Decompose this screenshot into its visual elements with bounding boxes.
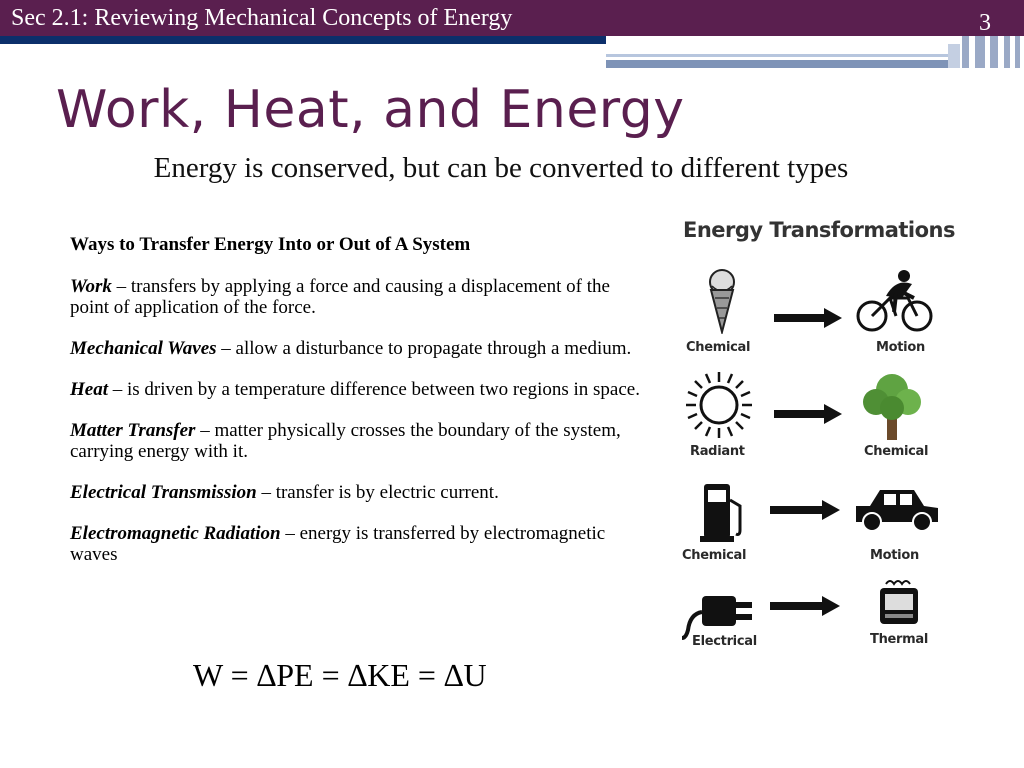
energy-formula: W = ∆PE = ∆KE = ∆U [193,657,487,693]
list-item-heat [70,379,650,400]
to-label: Motion [870,548,919,563]
term: Matter Transfer [70,420,196,441]
list-item-electrical-transmission [70,482,650,503]
header-stripe [606,60,948,68]
transfer-methods-list [70,234,650,585]
to-label: Thermal [870,632,929,647]
arrow-icon [770,596,840,616]
to-label: Motion [876,340,925,355]
arrow-icon [770,500,840,520]
arrow-icon [774,404,842,424]
list-item-matter-transfer [70,420,650,462]
header-vertical-bar [975,36,985,68]
term: Heat [70,379,108,400]
page-number: 3 [979,10,991,36]
electric-plug-icon [680,590,760,640]
to-label: Chemical [864,444,929,459]
description: – is driven by a temperature difference between two regions in space. [108,379,640,400]
from-label: Chemical [686,340,751,355]
header-vertical-bar [1015,36,1020,68]
header-stripe [948,44,960,68]
gas-pump-icon [698,480,748,544]
list-item-electromagnetic-radiation [70,523,650,565]
header-vertical-bar [1004,36,1010,68]
car-icon [852,484,942,534]
toaster-oven-icon [876,576,922,628]
description: – transfers by applying a force and causing a displacement of the point of application of the force. [70,276,610,318]
figure-title: Energy Transformations [683,218,956,242]
description: – transfer is by electric current. [256,482,499,503]
list-item-mechanical-waves [70,338,650,359]
section-title: Sec 2.1: Reviewing Mechanical Concepts of Energy [11,5,513,31]
arrow-icon [774,308,842,328]
sun-icon [684,370,754,440]
from-label: Chemical [682,548,747,563]
term: Work [70,276,112,297]
tree-icon [860,368,924,442]
from-label: Radiant [690,444,745,459]
term: Electromagnetic Radiation [70,523,281,544]
description: – matter physically crosses the boundary of the system, carrying energy with it. [70,420,621,462]
slide-title: Work, Heat, and Energy [56,80,685,140]
cyclist-icon [856,268,934,334]
list-item-work [70,276,650,318]
term: Mechanical Waves [70,338,217,359]
header-vertical-bar [990,36,998,68]
energy-transformations-figure [670,210,960,660]
header-vertical-bar [962,36,969,68]
list-heading: Ways to Transfer Energy Into or Out of A System [70,234,471,255]
slide-subtitle: Energy is conserved, but can be converted to different types [153,152,849,184]
header-stripe [606,54,948,57]
term: Electrical Transmission [70,482,257,503]
ice-cream-cone-icon [700,268,744,334]
description: – energy is transferred by electromagnetic waves [70,523,606,565]
description: – allow a disturbance to propagate through a medium. [216,338,632,359]
from-label: Electrical [692,634,757,649]
